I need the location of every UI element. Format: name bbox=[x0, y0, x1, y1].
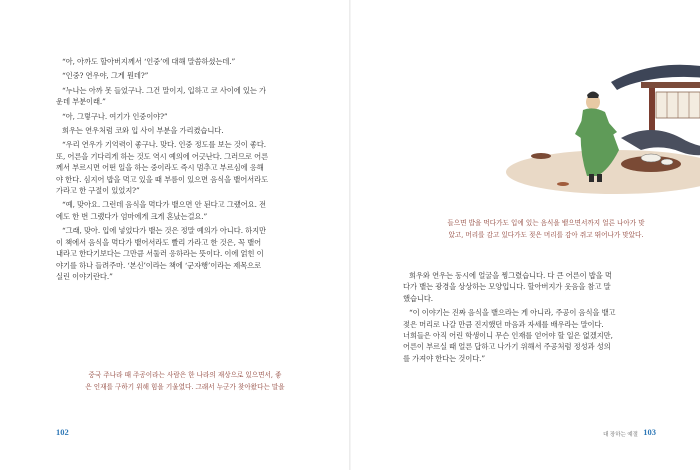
paragraph: 를 가져야 한다는 것이다.” bbox=[403, 353, 485, 363]
right-body-text bbox=[403, 270, 665, 367]
paragraph: “누나는 아까 못 들었구나. 그건 말이지, 입하고 코 사이에 있는 가 bbox=[62, 85, 266, 95]
paragraph: 야기를 하나 들려주마. ‘본신’이라는 책에 ‘군자행’이라는 제목으로 bbox=[56, 260, 262, 270]
page-number-right: 103 bbox=[643, 427, 656, 437]
paragraph: 너희들은 아직 어린 학생이니 무슨 인재를 얻어야 할 일은 없겠지만, bbox=[403, 331, 613, 341]
caption-line: 은 인재를 구하기 위해 힘을 기울였다. 그래서 누군가 찾아왔다는 말을 bbox=[85, 383, 285, 391]
paragraph: “우리 연우가 기억력이 좋구나. 맞다. 인중 정도를 보는 것이 좋다. bbox=[62, 140, 266, 150]
paragraph: “예, 맞아요. 그런데 음식을 먹다가 뱉으면 안 된다고 그랬어요. 전 bbox=[62, 200, 266, 210]
scattered-item bbox=[557, 182, 569, 186]
paragraph: “그래, 맞아. 입에 넣었다가 뱉는 것은 정말 예의가 아니다. 하지만 bbox=[62, 226, 266, 236]
left-page bbox=[0, 0, 349, 470]
paragraph: “이 이야기는 진짜 음식을 뱉으라는 게 아니라, 주공이 음식을 뱉고 bbox=[409, 308, 616, 318]
caption-line: 들으면 밥을 먹다가도 입에 있는 음식을 뱉으면서까지 얼른 나아가 맞 bbox=[447, 219, 645, 227]
illustration-duke-zhou bbox=[501, 52, 700, 202]
paragraph: 에도 한 번 그랬다가 엄마에게 크게 혼났는걸요.” bbox=[56, 211, 208, 221]
paragraph: 께서 부르시면 어떤 일을 하는 중이라도 즉시 멈추고 부르심에 응해 bbox=[56, 163, 264, 173]
paragraph: 야 한다. 심지어 밥을 먹고 있을 때 부름이 있으면 음식을 뱉어서라도 bbox=[56, 174, 269, 184]
left-body-text bbox=[56, 56, 318, 285]
caption-line: 았고, 머리를 감고 있다가도 젖은 머리를 감아 쥐고 뛰어나가 맞았다. bbox=[448, 231, 644, 239]
running-header: 대 장하는 예절 bbox=[603, 432, 638, 438]
paragraph: 다가 뱉는 광경을 상상하는 모양입니다. 할아버지가 웃음을 참고 말 bbox=[403, 282, 611, 292]
paragraph: 가라고 한 구절이 있었지?” bbox=[56, 186, 140, 196]
scattered-item bbox=[531, 153, 551, 159]
paragraph: 운데 부분이래.” bbox=[56, 97, 106, 107]
paragraph: 실린 이야기란다.” bbox=[56, 271, 113, 281]
page-number-left: 102 bbox=[56, 427, 69, 437]
paragraph: 젖은 머리로 나갈 만큼 진지했던 마음과 자세를 배우라는 말이다. bbox=[403, 319, 604, 329]
paragraph: “인중? 연우야, 그게 뭔데?” bbox=[62, 71, 149, 81]
paragraph: 내라고 한다기보다는 그만큼 서둘러 응하라는 뜻이다. 이에 얽힌 이 bbox=[56, 249, 264, 259]
story-caption-left bbox=[60, 369, 310, 393]
story-caption-right bbox=[421, 217, 671, 241]
paragraph: 희우는 연우처럼 코와 입 사이 부분을 가리켰습니다. bbox=[62, 126, 224, 136]
paragraph: “아, 그렇구나. 여기가 인중이야?” bbox=[62, 111, 168, 121]
paragraph: 희우와 연우는 동시에 얼굴을 찡그렸습니다. 다 큰 어른이 밥을 먹 bbox=[409, 271, 612, 280]
paragraph: 했습니다. bbox=[403, 293, 434, 303]
paragraph: 이 책에서 음식을 먹다가 뱉어서라도 빨리 가라고 한 것은, 꼭 뱉어 bbox=[56, 237, 262, 247]
paragraph: 또, 어른을 기다리게 하는 것도 역시 예의에 어긋난다. 그러므로 어른 bbox=[56, 151, 269, 161]
caption-line: 중국 주나라 때 주공이라는 사람은 한 나라의 재상으로 있으면서, 좋 bbox=[88, 371, 282, 379]
pavilion bbox=[611, 65, 700, 136]
paragraph: “아, 아까도 할아버지께서 ‘인중’에 대해 말씀하셨는데.” bbox=[62, 57, 236, 66]
right-page bbox=[351, 0, 700, 470]
paragraph: 어른이 부르실 때 얼른 답하고 나가기 위해서 주공처럼 정성과 성의 bbox=[403, 342, 611, 352]
